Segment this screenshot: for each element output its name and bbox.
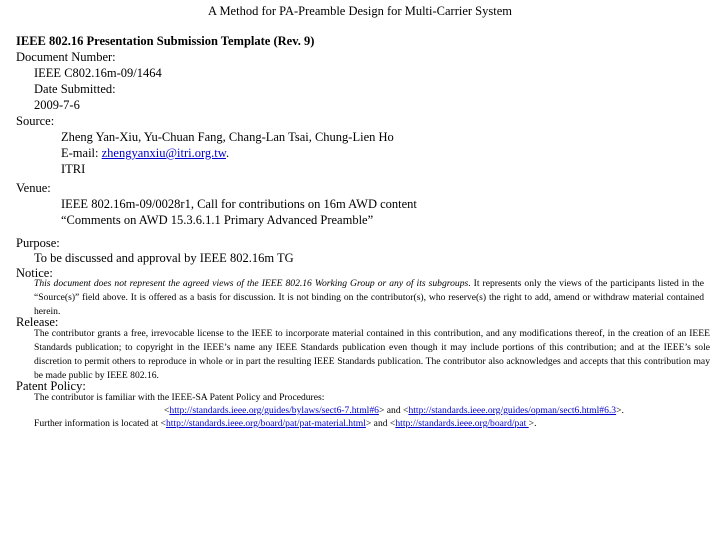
patent-end-2: >. bbox=[528, 418, 537, 429]
pat-material-link[interactable]: http://standards.ieee.org/board/pat/pat-material.html bbox=[165, 418, 366, 429]
page-title: A Method for PA-Preamble Design for Multi-Carrier System bbox=[207, 4, 512, 18]
patent-further-prefix: Further information is located at < bbox=[34, 418, 166, 429]
notice-label: Notice: bbox=[16, 266, 53, 280]
patent-end-1: >. bbox=[616, 405, 624, 416]
email-suffix: . bbox=[225, 146, 230, 160]
organization: ITRI bbox=[61, 162, 86, 176]
patent-links-line bbox=[164, 404, 624, 418]
bylaws-link[interactable]: http://standards.ieee.org/guides/bylaws/sect6-7.html#6 bbox=[169, 405, 379, 416]
source-label: Source: bbox=[16, 114, 55, 128]
release-text: The contributor grants a free, irrevocable license to the IEEE to incorporate material contained in this contribution, and any modifications thereof, in the creation of an IEEE Standards publication; to copyright in the IEEE’s name any IEEE Standards publication even though it may include portions of this contribution; and at the IEEE’s sole discretion to permit others to reproduce in whole or in part the resulting IEEE Standards publication. The contributor also acknowledges and accepts that this contribution may be made public by IEEE 802.16. bbox=[34, 328, 710, 381]
patent-lt: < bbox=[164, 405, 170, 416]
template-title: IEEE 802.16 Presentation Submission Template (Rev. 9) bbox=[16, 34, 315, 48]
date-label: Date Submitted: bbox=[34, 82, 116, 96]
doc-number: IEEE C802.16m-09/1464 bbox=[34, 66, 162, 80]
notice-text bbox=[34, 277, 704, 319]
doc-number-label: Document Number: bbox=[16, 50, 116, 64]
purpose-text: To be discussed and approval by IEEE 802.16m TG bbox=[34, 251, 294, 265]
pat-board-link[interactable]: http://standards.ieee.org/board/pat bbox=[395, 418, 529, 429]
purpose-label: Purpose: bbox=[16, 236, 60, 250]
patent-further-line bbox=[34, 417, 536, 431]
venue-label: Venue: bbox=[16, 181, 51, 195]
patent-mid-1: > and < bbox=[378, 405, 409, 416]
date-value: 2009-7-6 bbox=[34, 98, 80, 112]
notice-rest: . It represents only the views of the participants listed in the “Source(s)” field above. It is offered as a basis for discussion. It is not binding on the contributor(s), who reserve(s) the right to add, amend or withdraw material contained herein. bbox=[34, 278, 704, 317]
email-label: E-mail: bbox=[61, 146, 102, 160]
release-label: Release: bbox=[16, 315, 59, 329]
venue-line-2: “Comments on AWD 15.3.6.1.1 Primary Advanced Preamble” bbox=[61, 213, 374, 227]
authors: Zheng Yan-Xiu, Yu-Chuan Fang, Chang-Lan Tsai, Chung-Lien Ho bbox=[61, 130, 394, 144]
opman-link[interactable]: http://standards.ieee.org/guides/opman/sect6.html#6.3 bbox=[408, 405, 617, 416]
patent-intro: The contributor is familiar with the IEEE-SA Patent Policy and Procedures: bbox=[34, 392, 325, 403]
email-link[interactable]: zhengyanxiu@itri.org.tw bbox=[101, 146, 226, 160]
email-line bbox=[61, 145, 229, 161]
venue-line-1: IEEE 802.16m-09/0028r1, Call for contributions on 16m AWD content bbox=[61, 197, 417, 211]
patent-mid-2: > and < bbox=[365, 418, 396, 429]
patent-label: Patent Policy: bbox=[16, 379, 86, 393]
notice-italic: This document does not represent the agreed views of the IEEE 802.16 Working Group or any of its subgroups bbox=[34, 278, 469, 289]
